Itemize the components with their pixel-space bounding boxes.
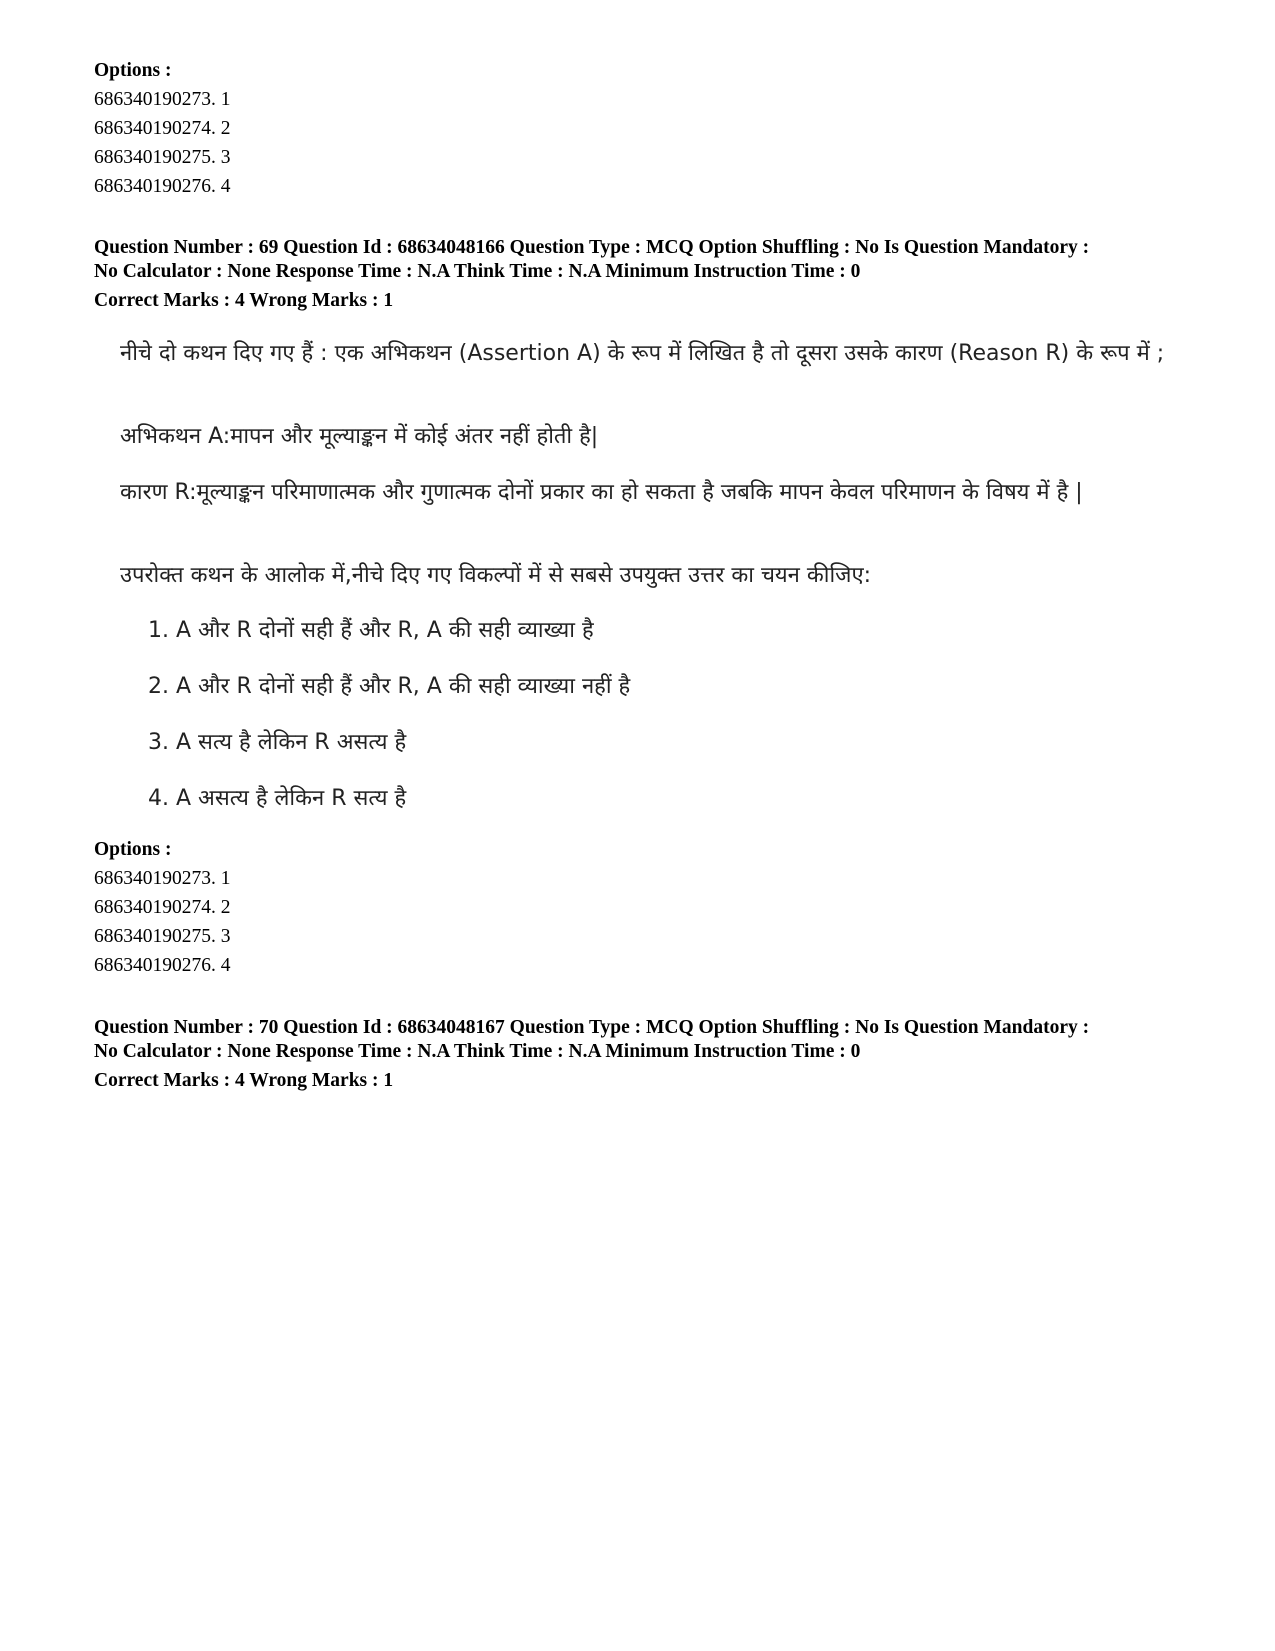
assertion-statement: अभिकथन A:मापन और मूल्याङ्कन में कोई अंतर नहीं होती है| xyxy=(120,424,599,449)
options-block-q69 xyxy=(94,835,1204,980)
options-block-top xyxy=(94,56,1204,201)
option-item: 686340190273. 1 xyxy=(94,89,231,110)
question-intro: नीचे दो कथन दिए गए हैं : एक अभिकथन (Assertion A) के रूप में लिखित है तो दूसरा उसके कारण (Reason R) के रूप में ; xyxy=(120,341,1165,366)
instruction-text: उपरोक्त कथन के आलोक में,नीचे दिए गए विकल्पों में से सबसे उपयुक्त उत्तर का चयन कीजिए: xyxy=(120,563,872,588)
option-item: 686340190276. 4 xyxy=(94,955,231,976)
option-item: 686340190276. 4 xyxy=(94,176,231,197)
question-69-header xyxy=(94,236,1204,313)
marks-line: Correct Marks : 4 Wrong Marks : 1 xyxy=(94,290,394,311)
option-item: 686340190274. 2 xyxy=(94,118,231,139)
choice-item: 3. A सत्य है लेकिन R असत्य है xyxy=(148,730,407,755)
choice-item: 4. A असत्य है लेकिन R सत्य है xyxy=(148,786,407,811)
question-meta-line: No Calculator : None Response Time : N.A Think Time : N.A Minimum Instruction Time : 0 xyxy=(94,261,861,282)
option-item: 686340190275. 3 xyxy=(94,147,231,168)
options-label: Options : xyxy=(94,60,172,81)
marks-line: Correct Marks : 4 Wrong Marks : 1 xyxy=(94,1070,394,1091)
question-70-header xyxy=(94,1016,1204,1093)
choice-item: 2. A और R दोनों सही हैं और R, A की सही व्याख्या नहीं है xyxy=(148,674,631,699)
option-item: 686340190275. 3 xyxy=(94,926,231,947)
question-meta-line: Question Number : 70 Question Id : 68634048167 Question Type : MCQ Option Shuffling : No Is Question Mandatory : xyxy=(94,1017,1090,1038)
reason-statement: कारण R:मूल्याङ्कन परिमाणात्मक और गुणात्मक दोनों प्रकार का हो सकता है जबकि मापन केवल परिमाणन के विषय में है | xyxy=(120,480,1083,505)
question-meta-line: No Calculator : None Response Time : N.A Think Time : N.A Minimum Instruction Time : 0 xyxy=(94,1041,861,1062)
option-item: 686340190274. 2 xyxy=(94,897,231,918)
choice-item: 1. A और R दोनों सही हैं और R, A की सही व्याख्या है xyxy=(148,618,594,643)
options-label: Options : xyxy=(94,839,172,860)
question-meta-line: Question Number : 69 Question Id : 68634048166 Question Type : MCQ Option Shuffling : No Is Question Mandatory : xyxy=(94,237,1090,258)
option-item: 686340190273. 1 xyxy=(94,868,231,889)
